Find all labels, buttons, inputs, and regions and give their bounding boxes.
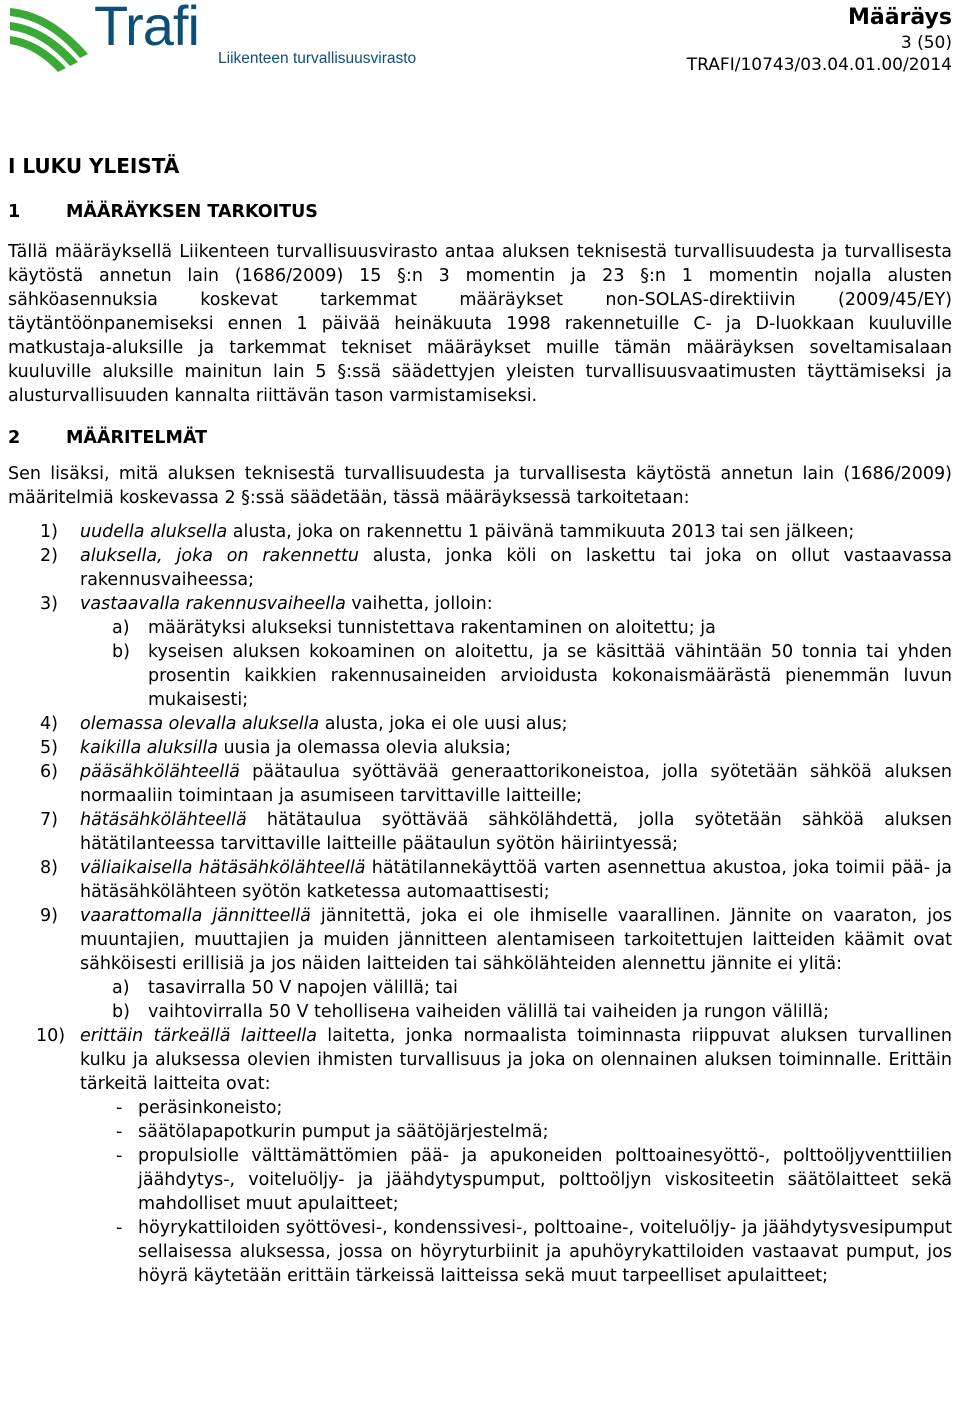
document-type: Määräys	[847, 5, 952, 30]
logo-subtitle: Liikenteen turvallisuusvirasto	[218, 50, 417, 67]
dash-item: - höyrykattiloiden syöttövesi-, kondenssivesi-, polttoaine-, voiteluöljy- ja jäähdytysvesipumput sellaisessa aluksessa, jossa on höyryturbiinit ja apuhöyrykattiloiden vastaavat pumput, jos höyrä käytetään erittäin tärkeissä laitteissa sekä muut tarpeelliset apulaitteet;	[116, 1218, 952, 1286]
header-meta	[687, 4, 952, 76]
definition-item: 10) erittäin tärkeällä laitteella laitetta, jonka normaalista toiminnasta riippuvat aluksen turvallinen kulku ja aluksessa olevien ihmisten turvallisuus ja joka on olennainen aluksen toiminnalle. Erittäin tärkeitä laitteita ovat: - peräsinkoneisto; - säätölapapotkurin pumput ja säätöjärjestelmä; - propulsiolle välttämättömien pää- ja apukoneiden polttoainesyöttö-, polttoöljyventtiilien jäähdytys-, voiteluöljy- ja jäähdytyspumput, polttoöljyn viskositeetin säätölaitteet sekä mahdolliset muut apulaitteet; - höyrykattiloiden syöttövesi-, kondenssivesi-, polttoaine-, voiteluöljy- ja jäähdytysvesipumput sellaisessa aluksessa, jossa on höyryturbiinit ja apuhöyrykattiloiden vastaavat pumput, jos höyrä käytetään erittäin tärkeissä laitteissa sekä muut tarpeelliset apulaitteet;	[36, 1026, 953, 1286]
definition-item: 2) aluksella, joka on rakennettu alusta, jonka köli on laskettu tai joka on ollut vastaavassa rakennusvaiheessa;	[40, 546, 952, 590]
page-number: 3 (50)	[900, 33, 952, 53]
definition-item: 6) pääsähkölähteellä päätaulua syöttävää generaattorikoneistoa, jolla syötetään sähköä aluksen normaaliin toimintaan ja asumiseen tarvittaville laitteille;	[40, 762, 952, 806]
page-header	[0, 0, 960, 80]
section-1-text: Tällä määräyksellä Liikenteen turvallisuusvirasto antaa aluksen teknisestä turvallisuudesta ja turvallisesta käytöstä annetun lain (1686/2009) 15 §:n 3 momentin ja 23 §:n 1 momentin nojalla alusten sähköasennuksia koskevat tarkemmat määräykset non-SOLAS-direktiivin (2009/45/EY) täytäntöönpanemiseksi ennen 1 päivää heinäkuuta 1998 rakennetuille C- ja D-luokkaan kuuluville matkustaja-aluksille ja tarkemmat tekniset määräykset muille tämän määräyksen soveltamisalaan kuuluville aluksille mainitun lain 5 §:ssä säädettyjen yleisten turvallisuusvaatimusten täyttämiseksi ja alusturvallisuuden kannalta riittävän tason varmistamiseksi.	[8, 242, 952, 406]
logo-swoosh-icon	[6, 4, 96, 74]
definition-item: 9) vaarattomalla jännitteellä jännitettä, joka ei ole ihmiselle vaarallinen. Jännite on vaaraton, jos muuntajien, muuttajien ja muiden jännitteen alentamiseen tarkoitettujen laitteiden käämit ovat sähköisesti erillisiä ja jos näiden laitteiden tai sähkölähteiden alennettu jännite ei ylitä: a) tasavirralla 50 V napojen välillä; tai b) vaihtovirralla 50 V teholliseна vaiheiden välillä tai vaiheiden ja rungon välillä;	[40, 906, 952, 1022]
definition-item: 4) olemassa olevalla aluksella alusta, joka ei ole uusi alus;	[40, 714, 568, 734]
definitions-list	[8, 520, 952, 1288]
dash-list	[80, 1096, 952, 1288]
section-number: 1	[8, 202, 21, 222]
sub-item: a) tasavirralla 50 V napojen välillä; tai	[112, 978, 458, 998]
section-title: MÄÄRÄYKSEN TARKOITUS	[66, 202, 318, 222]
definition-item: 3) vastaavalla rakennusvaiheella vaihetta, jolloin: a) määrätyksi alukseksi tunnistettava rakentaminen on aloitettu; ja b) kyseisen aluksen kokoaminen on aloitettu, ja se käsittää vähintään 50 tonnia tai yhden prosentin kaikkien rakennusaineiden arvioidusta kokonaismäärästä pienemmän luvun mukaisesti;	[40, 594, 952, 710]
chapter-title: I LUKU YLEISTÄ	[8, 154, 180, 178]
sub-item: b) kyseisen aluksen kokoaminen on aloitettu, ja se käsittää vähintään 50 tonnia tai yhden prosentin kaikkien rakennusaineiden arvioidusta kokonaismäärästä pienemmän luvun mukaisesti;	[112, 642, 952, 710]
sub-list	[80, 616, 952, 712]
sub-item: b) vaihtovirralla 50 V teholliseна vaiheiden välillä tai vaiheiden ja rungon välillä;	[112, 1002, 829, 1022]
trafi-logo	[6, 0, 417, 76]
dash-item: - peräsinkoneisto;	[116, 1098, 283, 1118]
definition-item: 8) väliaikaisella hätäsähkölähteellä hätätilannekäyttöä varten asennettua akustoa, joka toimii pää- ja hätäsähkölähteen syötön katketessa automaattisesti;	[40, 858, 952, 902]
sub-list	[80, 976, 952, 1024]
section-2-intro: Sen lisäksi, mitä aluksen teknisestä turvallisuudesta ja turvallisesta käytöstä annetun lain (1686/2009) määritelmiä koskevassa 2 §:ssä säädetään, tässä määräyksessä tarkoitetaan:	[8, 464, 952, 508]
definition-item: 7) hätäsähkölähteellä hätätaulua syöttävää sähkölähdettä, jolla syötetään sähköä aluksen hätätilanteessa tarvittaville laitteille päätaulun syötön häiriintyessä;	[40, 810, 952, 854]
section-1-heading	[8, 200, 952, 224]
logo-wordmark: Trafi	[94, 0, 199, 57]
section-number: 2	[8, 428, 21, 448]
document-body	[8, 152, 952, 1288]
dash-item: - propulsiolle välttämättömien pää- ja apukoneiden polttoainesyöttö-, polttoöljyventtiilien jäähdytys-, voiteluöljy- ja jäähdytyspumput, polttoöljyn viskositeetin säätölaitteet sekä mahdolliset muut apulaitteet;	[116, 1146, 952, 1214]
section-title: MÄÄRITELMÄT	[66, 428, 208, 448]
sub-item: a) määrätyksi alukseksi tunnistettava rakentaminen on aloitettu; ja	[112, 618, 716, 638]
document-id: TRAFI/10743/03.04.01.00/2014	[686, 55, 952, 75]
section-2-heading	[8, 426, 952, 450]
dash-item: - säätölapapotkurin pumput ja säätöjärjestelmä;	[116, 1122, 549, 1142]
definition-item: 5) kaikilla aluksilla uusia ja olemassa olevia aluksia;	[40, 738, 512, 758]
definition-item: 1) uudella aluksella alusta, joka on rakennettu 1 päivänä tammikuuta 2013 tai sen jälkeen;	[40, 522, 855, 542]
